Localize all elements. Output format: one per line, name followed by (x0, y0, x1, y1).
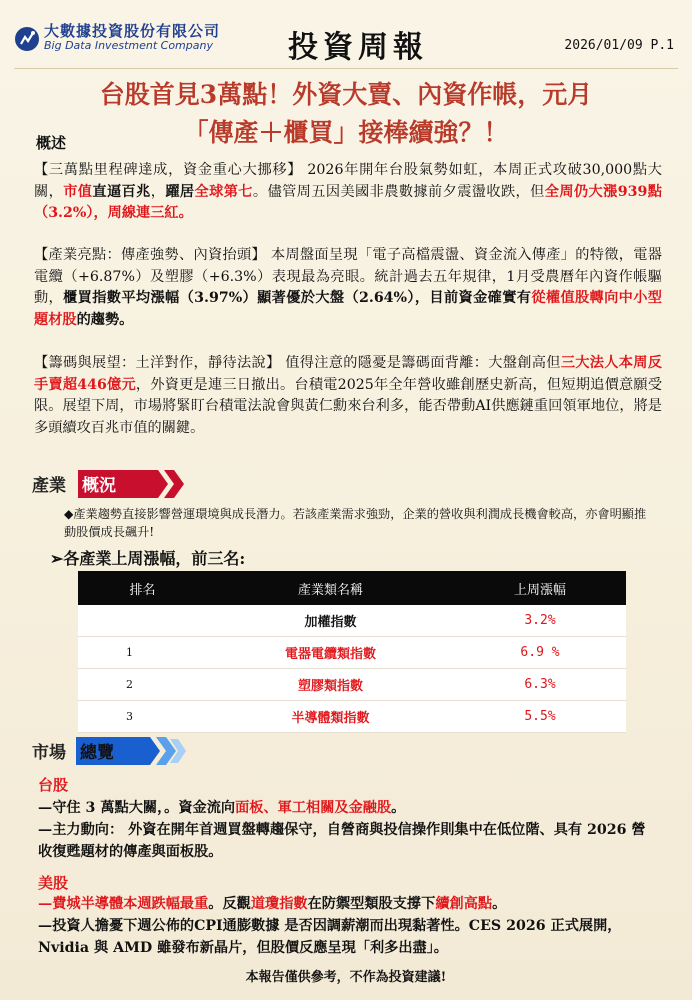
row-industry-name: 加權指數 (207, 605, 454, 637)
industry-gain-table (78, 571, 626, 733)
para1-weekly-gain: 全周仍大漲939點（3.2%），周線連三紅。 (34, 183, 662, 221)
para3-text-a: 【籌碼與展望：土洋對作，靜待法說】 值得注意的隱憂是籌碼面背離：大盤創高但 (34, 355, 561, 371)
row-weekly-gain: 3.2% (454, 605, 626, 637)
tw-line-1-end: 。 (391, 800, 406, 816)
para1-text-g: 。儘管周五因美國非農數據前夕震盪收跌，但 (252, 183, 545, 200)
company-name-zh: 大數據投資股份有限公司 (44, 22, 221, 40)
para2-text-a: 【產業亮點：傳產強勢、內資抬頭】 本周盤面呈現「電子高檔震盪、資金流入傳產」的特徵，電器電纜（+6.87%）及塑膠（+6.3%）表現最為亮眼。統計過去五年規律，1月受農曆年內資作帳驅動， (34, 247, 662, 306)
row-rank: 1 (78, 637, 207, 669)
para3-institutional-selling: 三大法人本周反手賣超446億元 (34, 355, 662, 393)
para2-rotation: 從權值股轉向中小型題材股 (34, 290, 662, 328)
us-line-1-d: 在防禦型類股支撐下 (307, 896, 436, 912)
us-line-1 (38, 894, 658, 916)
para2-otc-outperform: 櫃買指數平均漲幅（3.97%）顯著優於大盤（2.64%），目前資金確實有 (63, 290, 532, 306)
headline-line-2: 「傳產＋櫃買」接棒續強？！ (183, 118, 509, 147)
col-header-industry: 產業類名稱 (207, 571, 454, 605)
overview-label: 概述 (36, 134, 67, 152)
headline-line-1: 台股首見3萬點！外資大賣、內資作帳，元月 (99, 80, 593, 109)
row-rank: 2 (78, 669, 207, 701)
col-header-rank: 排名 (78, 571, 207, 605)
table-heading: ➢各產業上周漲幅，前三名: (50, 549, 246, 568)
col-header-weekly-gain: 上周漲幅 (454, 571, 626, 605)
tw-line-1 (38, 798, 658, 820)
company-logo-icon (14, 26, 40, 52)
para1-market-cap: 市值 (63, 183, 93, 200)
us-market-label: 美股 (38, 874, 69, 892)
para2-trend: 的趨勢。 (76, 311, 134, 328)
row-weekly-gain: 5.5% (454, 701, 626, 733)
paragraph-industry-highlights (34, 245, 662, 331)
industry-note: ◆產業趨勢直接影響營運環境與成長潛力。若該產業需求強勁，企業的營收與利潤成長機會較高，亦會明顯推動股價成長飆升! (64, 507, 647, 539)
row-weekly-gain: 6.3% (454, 669, 626, 701)
row-industry-name: 半導體類指數 (207, 701, 454, 733)
para1-text-a: 【三萬點里程碑達成，資金重心大挪移】 2026年開年台股氣勢如虹，本周正式攻破30,000點大關， (34, 162, 662, 200)
paragraph-milestone (34, 160, 662, 225)
para1-comma: ， (150, 183, 166, 200)
report-header (0, 0, 692, 72)
row-industry-name: 電器電纜類指數 (207, 637, 454, 669)
industry-banner-label-a: 產業 (32, 476, 66, 496)
market-banner-label-b: 總覽 (80, 743, 114, 763)
company-name-en: Big Data Investment Company (44, 39, 213, 52)
disclaimer-footer: 本報告僅供參考，不作為投資建議! (245, 970, 447, 985)
tw-line-2: —主力動向： 外資在開年首週買盤轉趨保守，自營商與投信操作則集中在低位階、具有 2026 營收復甦題材的傳產與面板股。 (38, 822, 646, 860)
us-line-1-end: 。 (492, 896, 507, 912)
header-divider (14, 68, 678, 69)
report-date-page: 2026/01/09 P.1 (564, 38, 674, 53)
market-banner-label-a: 市場 (32, 743, 66, 763)
para1-rank-verb: 躍居 (165, 183, 195, 200)
paragraph-chips-outlook (34, 353, 662, 439)
market-overview-banner (0, 735, 200, 765)
us-line-1-dow: 道瓊指數 (250, 896, 308, 912)
report-title: 投資周報 (288, 30, 428, 65)
table-row (78, 669, 626, 701)
industry-overview-banner (0, 468, 200, 498)
us-line-2: —投資人擔憂下週公佈的CPI通膨數據 是否因調薪潮而出現黏著性。CES 2026 正式展開，Nvidia 與 AMD 雖發布新晶片，但股價反應呈現「利多出盡」。 (38, 918, 622, 956)
tw-market-label: 台股 (38, 776, 69, 794)
table-row (78, 605, 626, 637)
table-header-row (78, 571, 626, 605)
row-rank (78, 605, 207, 637)
us-line-1-new-high: 續創高點 (435, 896, 493, 912)
tw-line-1-sectors: 面板、軍工相關及金融股 (235, 800, 392, 816)
industry-banner-label-b: 概況 (82, 476, 116, 496)
headline (0, 76, 692, 152)
row-rank: 3 (78, 701, 207, 733)
table-row (78, 701, 626, 733)
para1-global-seventh: 全球第七 (194, 183, 253, 200)
para1-near-100t: 直逼百兆 (92, 183, 151, 200)
us-line-1-sox: —費城半導體本週跌幅最重 (38, 896, 209, 912)
tw-line-1-a: —守住 3 萬點大關，。資金流向 (38, 800, 236, 816)
row-weekly-gain: 6.9 % (454, 637, 626, 669)
row-industry-name: 塑膠類指數 (207, 669, 454, 701)
us-line-1-b: 。反觀 (208, 896, 251, 912)
para3-text-c: ，外資更是連三日撤出。台積電2025年全年營收雖創歷史新高，但短期追價意願受限。展望下周，市場將緊盯台積電法說會與黃仁勳來台利多，能否帶動AI供應鏈重回領軍地位，將是多頭續攻百兆市值的關鍵。 (34, 376, 663, 436)
table-row (78, 637, 626, 669)
